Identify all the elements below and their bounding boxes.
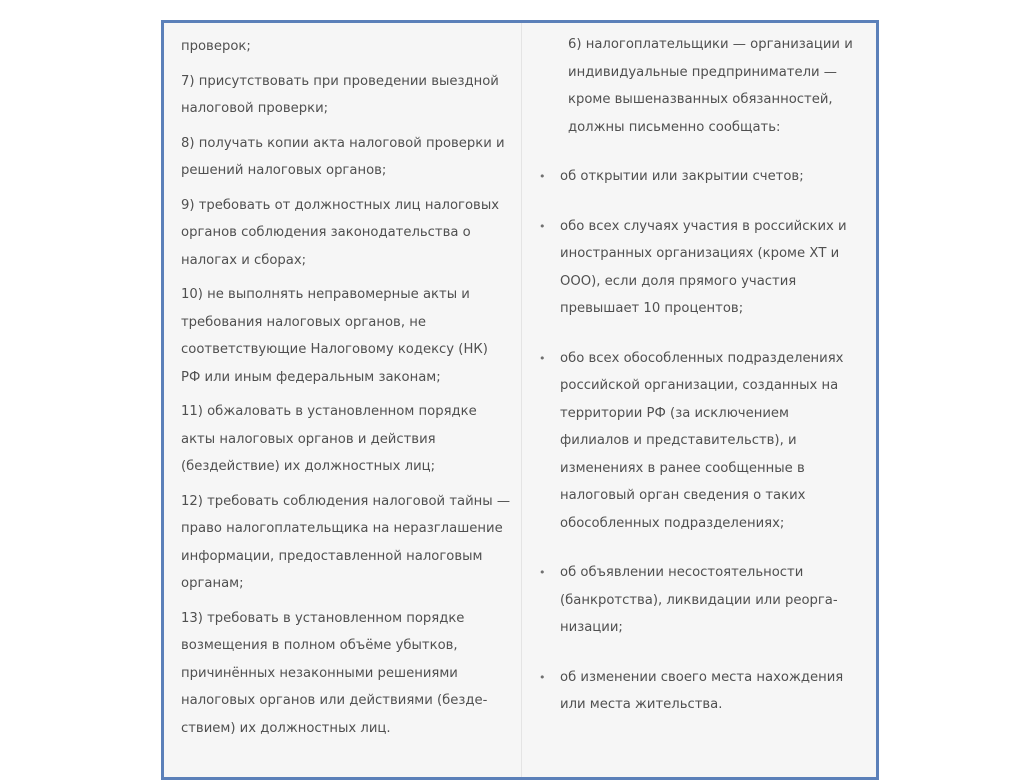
text-line: 6) налогоплательщики — организации и (568, 37, 853, 52)
text-line: возмещения в полном объёме убытков, (181, 638, 458, 653)
bullet-item (536, 664, 866, 719)
bullet-dot-icon: • (539, 670, 546, 684)
text-line: 12) требовать соблюдения налоговой тайны — (181, 493, 511, 509)
text-line: изменениях в ранее сообщенные в (560, 460, 805, 476)
text-line: об открытии или закрытии счетов; (560, 169, 804, 184)
bullet-list (536, 163, 866, 719)
text-line: российской организации, созданных на (560, 378, 839, 393)
text-line: требования налоговых органов, не (181, 314, 426, 330)
document-frame (161, 20, 879, 780)
text-line: право налогоплательщика на неразглашение (181, 521, 503, 536)
text-line: об изменении своего места нахождения (560, 669, 844, 685)
text-line: территории РФ (за исключением (560, 405, 789, 421)
text-line: информации, предоставленной налоговым (181, 548, 483, 564)
text-line: обособленных подразделениях; (560, 515, 785, 531)
left-paragraph (181, 130, 516, 185)
text-line: 9) требовать от должностных лиц налоговых (181, 197, 500, 213)
text-line: причинённых незаконными решениями (181, 665, 458, 681)
bullet-dot-icon: • (539, 566, 546, 579)
text-line: должны письменно сообщать: (568, 119, 781, 135)
left-paragraph (181, 605, 516, 743)
left-paragraph (181, 488, 516, 598)
right-intro-paragraph (536, 31, 866, 141)
text-line: налогах и сборах; (181, 252, 307, 268)
text-line: кроме вышеназванных обязанностей, (568, 92, 833, 107)
text-line: 8) получать копии акта налоговой проверки и (181, 135, 505, 151)
text-line: 13) требовать в установленном порядке (181, 610, 465, 626)
text-line: решений налоговых органов; (181, 163, 387, 178)
text-line: индивидуальные предприниматели — (568, 64, 837, 80)
text-line: ствием) их должностных лиц. (181, 720, 391, 736)
text-line: налоговый орган сведения о таких (560, 488, 806, 503)
text-line: или места жительства. (560, 697, 723, 712)
text-line: иностранных организациях (кроме ХТ и (560, 246, 840, 261)
text-line: низации; (560, 620, 623, 635)
text-line: налоговых органов или действиями (безде- (181, 693, 488, 708)
text-line: органов соблюдения законодательства о (181, 225, 471, 240)
left-paragraph (181, 398, 516, 481)
text-line: налоговой проверки; (181, 101, 329, 116)
bullet-item (536, 559, 866, 642)
text-line: 7) присутствовать при проведении выездной (181, 73, 499, 89)
text-line: (банкротства), ликвидации или реорга- (560, 592, 838, 608)
bullet-dot-icon: • (539, 351, 546, 365)
left-paragraph (181, 33, 516, 61)
left-paragraph (181, 281, 516, 391)
text-line: органам; (181, 576, 244, 591)
left-paragraph (181, 68, 516, 123)
text-line: (бездействие) их должностных лиц; (181, 459, 436, 474)
column-divider (521, 23, 522, 777)
left-column (181, 23, 516, 749)
text-line: ООО), если доля прямого участия (560, 273, 797, 289)
text-line: РФ или иным федеральным законам; (181, 369, 441, 385)
text-line: превышает 10 процентов; (560, 301, 744, 316)
text-line: 11) обжаловать в установленном порядке (181, 404, 477, 419)
text-line: соответствующие Налоговому кодексу (НК) (181, 342, 488, 357)
right-column (536, 23, 866, 741)
left-paragraph (181, 192, 516, 275)
text-line: 10) не выполнять неправомерные акты и (181, 287, 470, 302)
text-line: акты налоговых органов и действия (181, 431, 436, 447)
text-line: проверок; (181, 39, 251, 54)
bullet-dot-icon: • (539, 170, 546, 183)
bullet-dot-icon: • (539, 219, 546, 233)
text-line: обо всех обособленных подразделениях (560, 350, 844, 366)
text-line: об объявлении несостоятельности (560, 565, 804, 580)
bullet-item (536, 213, 866, 323)
bullet-item (536, 163, 866, 191)
bullet-item (536, 345, 866, 538)
text-line: филиалов и представительств), и (560, 433, 797, 448)
text-line: обо всех случаях участия в российских и (560, 218, 847, 234)
